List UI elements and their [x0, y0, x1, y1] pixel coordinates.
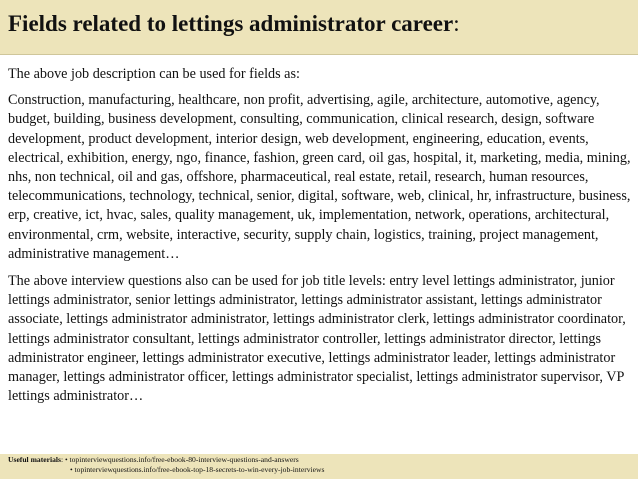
footer-row-2	[8, 465, 324, 475]
content-body	[8, 65, 632, 414]
footer-row-1	[8, 455, 324, 465]
footer-link-ebook-80-questions[interactable]: : • topinterviewquestions.info/free-ebook-80-interview-questions-and-answers	[60, 455, 299, 464]
footer-label: Useful materials	[8, 455, 61, 464]
page-title-text: Fields related to lettings administrator career	[8, 11, 454, 36]
footer	[8, 455, 324, 475]
fields-paragraph: Construction, manufacturing, healthcare, non profit, advertising, agile, architecture, automotive, agency, budget, building, business development, consulting, communication, clinical research, design, software development, product development, interior design, web development, engineering, education, events, electrical, exhibition, energy, ngo, finance, fashion, green card, oil gas, hospital, it, marketing, media, mining, nhs, non technical, oil and gas, offshore, pharmaceutical, real estate, retail, research, human resources, telecommunications, technology, technical, senior, digital, software, web, clinical, hr, infrastructure, business, erp, creative, ict, hvac, sales, quality management, uk, implementation, network, operations, architectural, environmental, crm, website, interactive, security, supply chain, logistics, training, project management, administrative management…	[8, 92, 631, 262]
page-title	[8, 11, 460, 37]
job-levels-paragraph: The above interview questions also can be used for job title levels: entry level lettings administrator, junior lettings administrator, senior lettings administrator, lettings administrator assistant, lettings administrator associate, lettings administrator administrator, lettings administrator clerk, lettings administrator coordinator, lettings administrator consultant, lettings administrator controller, lettings administrator director, lettings administrator engineer, lettings administrator executive, lettings administrator leader, lettings administrator manager, lettings administrator officer, lettings administrator specialist, lettings administrator supervisor, VP lettings administrator…	[8, 273, 626, 405]
page-title-colon: :	[453, 11, 460, 36]
intro-text: The above job description can be used for fields as:	[8, 66, 300, 82]
footer-link-ebook-18-secrets[interactable]: • topinterviewquestions.info/free-ebook-top-18-secrets-to-win-every-job-interviews	[70, 465, 325, 474]
